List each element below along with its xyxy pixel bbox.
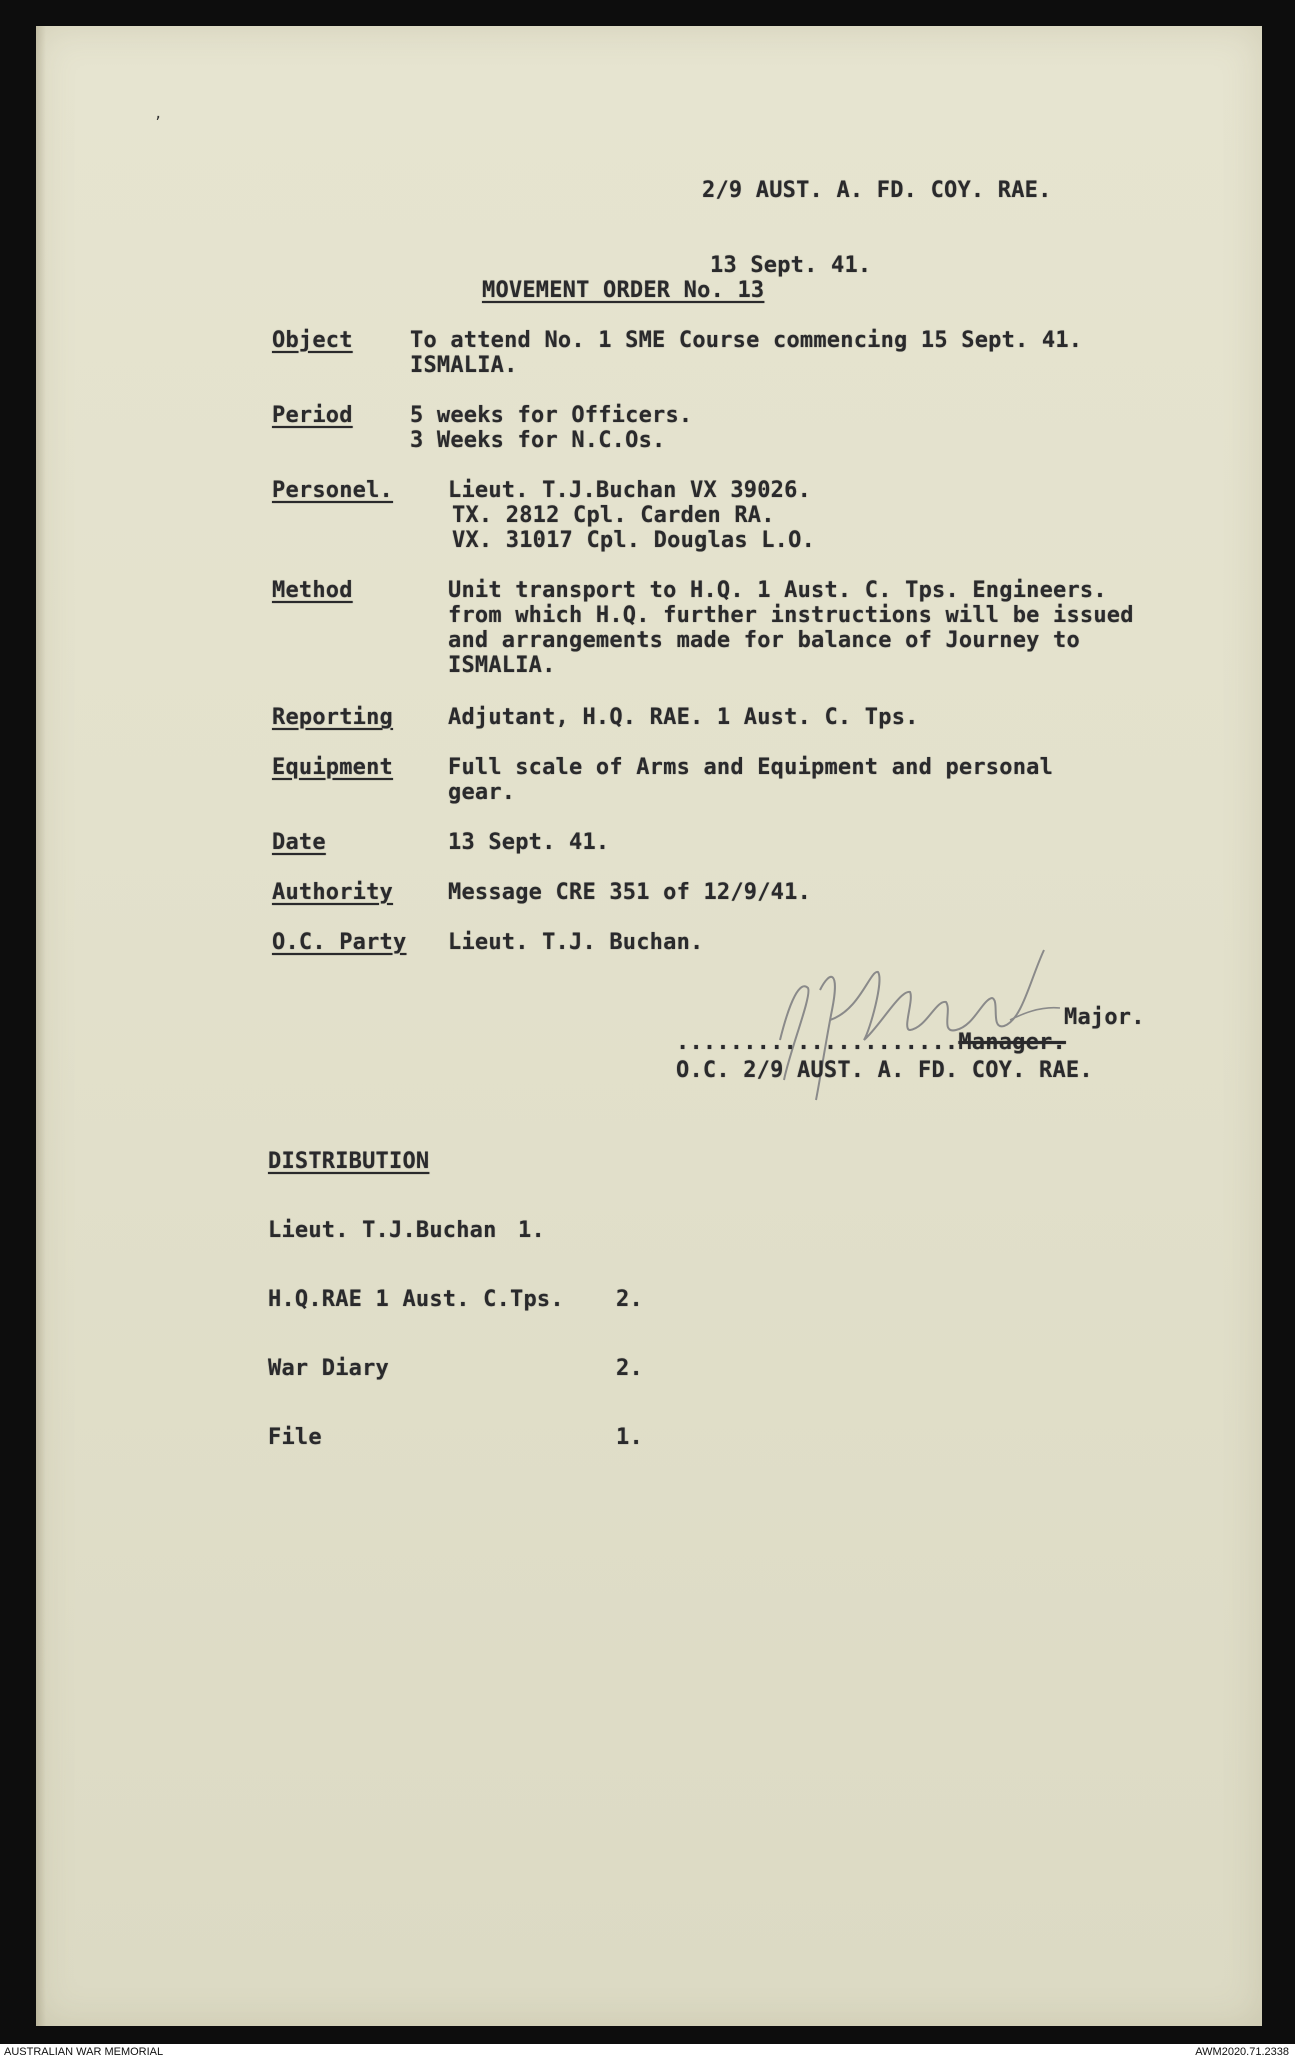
signature-dots xyxy=(676,1030,1066,1055)
oc-party-text: Lieut. T.J. Buchan. xyxy=(448,930,704,955)
period-label: Period xyxy=(272,403,353,428)
equipment-label: Equipment xyxy=(272,755,394,780)
oc-party-label: O.C. Party xyxy=(272,930,407,955)
signature-dots-line: ..................... xyxy=(676,1030,959,1055)
personnel-line: TX. 2812 Cpl. Carden RA. xyxy=(452,503,775,528)
equipment-text xyxy=(448,755,1053,805)
personnel-line: VX. 31017 Cpl. Douglas L.O. xyxy=(452,528,816,553)
distribution-list xyxy=(268,1104,643,1472)
date-text: 13 Sept. 41. xyxy=(448,830,610,855)
list-item xyxy=(268,1219,564,1242)
method-line: and arrangements made for balance of Journey to xyxy=(448,628,1080,653)
personnel-label: Personel. xyxy=(272,478,394,503)
copies: 1. xyxy=(518,1218,545,1243)
footer-accession-number: AWM2020.71.2338 xyxy=(1195,2046,1289,2058)
method-line: ISMALIA. xyxy=(448,653,556,678)
recipient: File xyxy=(268,1425,322,1450)
personnel-text xyxy=(448,478,815,553)
recipient: H.Q.RAE 1 Aust. C.Tps. xyxy=(268,1287,564,1312)
object-label: Object xyxy=(272,328,353,353)
recipient: War Diary xyxy=(268,1356,390,1381)
personnel-line: Lieut. T.J.Buchan VX 39026. xyxy=(448,478,812,503)
method-text xyxy=(448,578,1134,678)
list-item xyxy=(268,1425,643,1450)
struck-title: Manager. xyxy=(958,1030,1066,1055)
footer-institution: AUSTRALIAN WAR MEMORIAL xyxy=(4,2046,164,2058)
authority-label: Authority xyxy=(272,880,394,905)
reporting-text: Adjutant, H.Q. RAE. 1 Aust. C. Tps. xyxy=(448,705,919,730)
corner-mark: , xyxy=(154,106,163,122)
document-header xyxy=(702,128,1052,303)
equipment-line: Full scale of Arms and Equipment and personal xyxy=(448,755,1054,780)
list-item xyxy=(268,1287,643,1312)
method-line: from which H.Q. further instructions will be issued xyxy=(448,603,1134,628)
archive-footer xyxy=(0,2044,1295,2061)
copies: 1. xyxy=(616,1425,643,1450)
recipient: Lieut. T.J.Buchan xyxy=(268,1218,497,1243)
object-line: To attend No. 1 SME Course commencing 15 Sept. 41. xyxy=(410,328,1083,353)
list-item xyxy=(268,1356,643,1381)
signature-position: O.C. 2/9 AUST. A. FD. COY. RAE. xyxy=(676,1058,1093,1083)
period-line: 5 weeks for Officers. xyxy=(410,403,693,428)
copies: 2. xyxy=(616,1287,643,1312)
copies: 2. xyxy=(616,1356,643,1381)
equipment-line: gear. xyxy=(448,780,516,805)
reporting-label: Reporting xyxy=(272,705,394,730)
object-line: ISMALIA. xyxy=(410,353,518,378)
header-date: 13 Sept. 41. xyxy=(710,253,872,278)
period-line: 3 Weeks for N.C.Os. xyxy=(410,428,666,453)
document-title: MOVEMENT ORDER No. 13 xyxy=(482,278,765,303)
handwritten-signature xyxy=(760,930,1100,1110)
signature-rank: Major. xyxy=(1064,1005,1145,1030)
method-label: Method xyxy=(272,578,353,603)
date-label: Date xyxy=(272,830,326,855)
period-text xyxy=(410,403,692,453)
authority-text: Message CRE 351 of 12/9/41. xyxy=(448,880,812,905)
object-text xyxy=(410,328,1082,378)
unit-name: 2/9 AUST. A. FD. COY. RAE. xyxy=(702,178,1052,203)
distribution-heading: DISTRIBUTION xyxy=(268,1149,430,1174)
method-line: Unit transport to H.Q. 1 Aust. C. Tps. Engineers. xyxy=(448,578,1107,603)
